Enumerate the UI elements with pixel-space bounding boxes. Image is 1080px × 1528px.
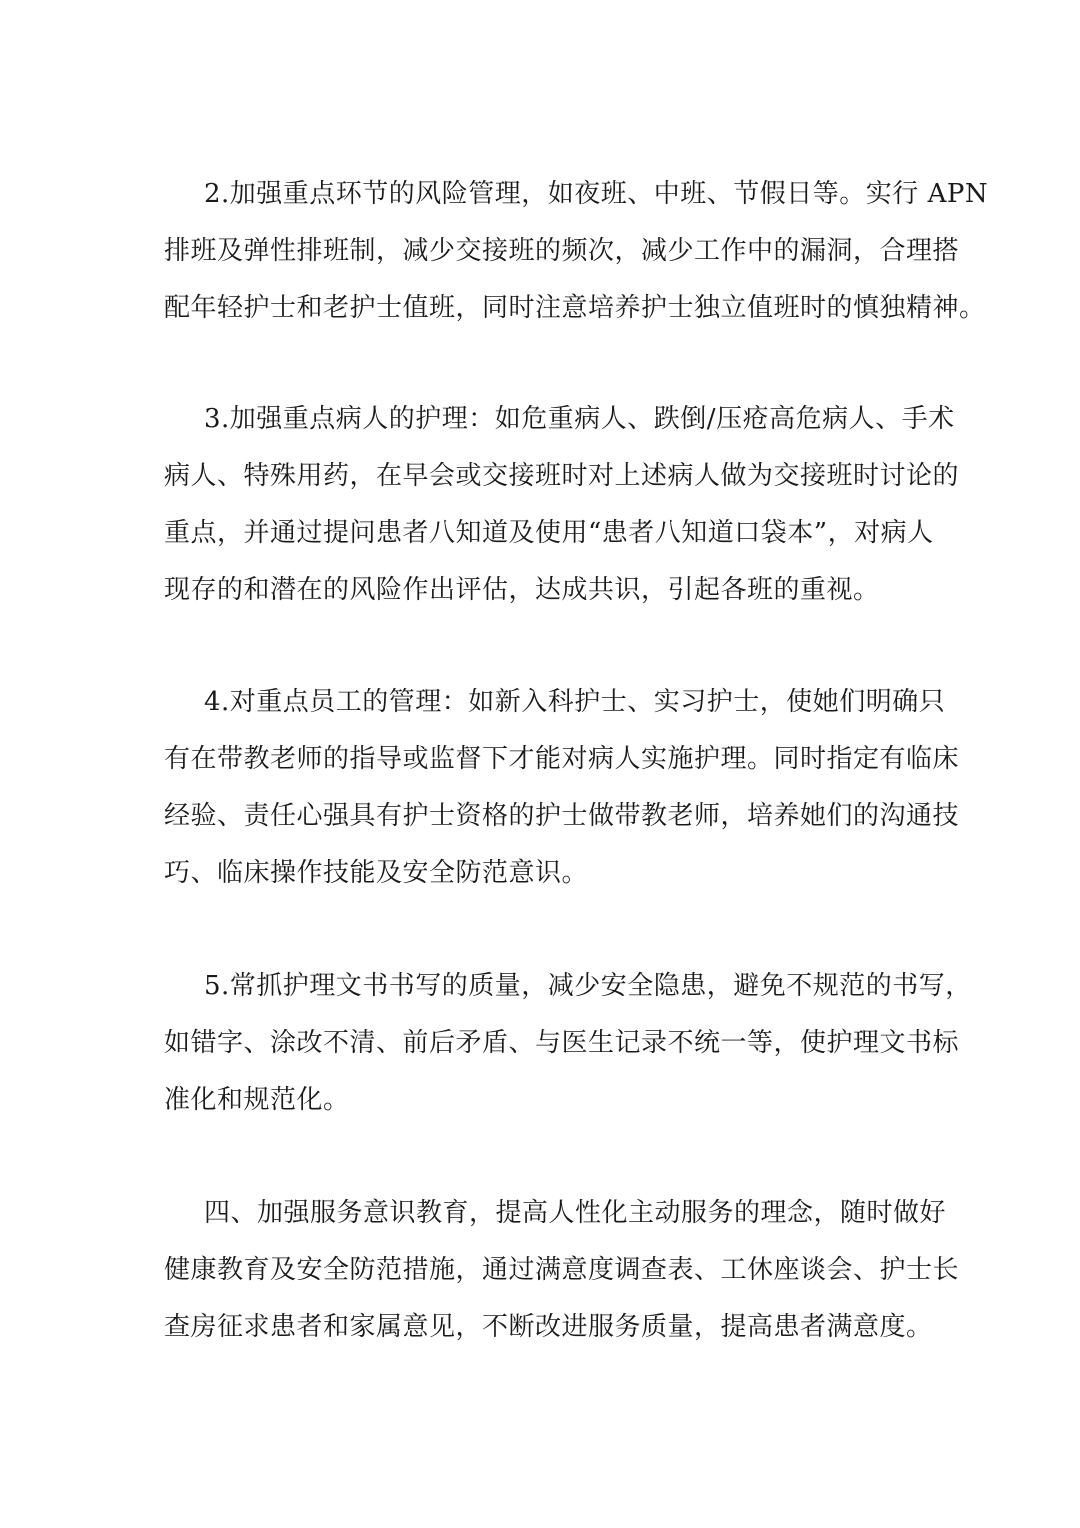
paragraph-line: 准化和规范化。 xyxy=(164,1085,350,1115)
paragraph-5-nursing-documents xyxy=(164,958,972,1129)
paragraph-line: 5.常抓护理文书书写的质量，减少安全隐患，避免不规范的书写， xyxy=(204,971,972,1001)
paragraph-line: 查房征求患者和家属意见，不断改进服务质量，提高患者满意度。 xyxy=(164,1312,933,1342)
paragraph-line: 健康教育及安全防范措施，通过满意度调查表、工休座谈会、护士长 xyxy=(164,1255,960,1285)
paragraph-line: 配年轻护士和老护士值班，同时注意培养护士独立值班时的慎独精神。 xyxy=(164,293,986,323)
paragraph-line: 排班及弹性排班制，减少交接班的频次，减少工作中的漏洞，合理搭 xyxy=(164,236,960,266)
paragraph-line: 巧、临床操作技能及安全防范意识。 xyxy=(164,858,589,888)
paragraph-line: 4.对重点员工的管理：如新入科护士、实习护士，使她们明确只 xyxy=(204,687,946,717)
paragraph-line: 经验、责任心强具有护士资格的护士做带教老师，培养她们的沟通技 xyxy=(164,801,960,831)
paragraph-line: 现存的和潜在的风险作出评估，达成共识，引起各班的重视。 xyxy=(164,575,880,605)
paragraph-section-four-service xyxy=(164,1185,960,1356)
paragraph-line: 病人、特殊用药，在早会或交接班时对上述病人做为交接班时讨论的 xyxy=(164,461,960,491)
paragraph-4-key-staff xyxy=(164,674,960,902)
paragraph-2-key-links xyxy=(164,166,989,337)
paragraph-line: 如错字、涂改不清、前后矛盾、与医生记录不统一等，使护理文书标 xyxy=(164,1028,960,1058)
paragraph-3-key-patients xyxy=(164,391,960,619)
paragraph-line: 重点，并通过提问患者八知道及使用“患者八知道口袋本”，对病人 xyxy=(164,518,934,548)
paragraph-line: 四、加强服务意识教育，提高人性化主动服务的理念，随时做好 xyxy=(204,1198,947,1228)
paragraph-line: 2.加强重点环节的风险管理，如夜班、中班、节假日等。实行 APN xyxy=(204,179,989,209)
paragraph-line: 有在带教老师的指导或监督下才能对病人实施护理。同时指定有临床 xyxy=(164,744,960,774)
paragraph-line: 3.加强重点病人的护理：如危重病人、跌倒/压疮高危病人、手术 xyxy=(204,404,955,434)
